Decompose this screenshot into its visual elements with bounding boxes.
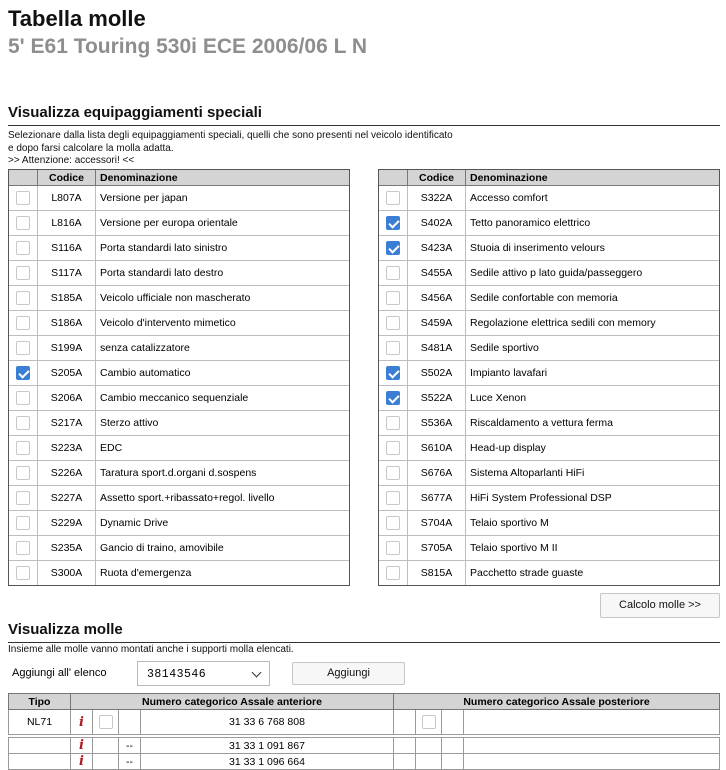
table-row [379, 511, 720, 536]
name-cell: EDC [96, 436, 350, 461]
code-cell: S199A [38, 336, 96, 361]
name-cell: Riscaldamento a vettura ferma [466, 411, 720, 436]
name-cell: Regolazione elettrica sedili con memory [466, 311, 720, 336]
table-row [379, 411, 720, 436]
code-cell: S610A [408, 436, 466, 461]
equipment-checkbox[interactable] [16, 216, 30, 230]
code-cell: L816A [38, 211, 96, 236]
checkbox-cell [9, 386, 38, 411]
code-cell: S677A [408, 486, 466, 511]
table-row [9, 236, 350, 261]
rear-part-number [464, 710, 720, 735]
code-column-header: Codice [408, 170, 466, 186]
name-cell: Sedile sportivo [466, 336, 720, 361]
equipment-checkbox[interactable] [16, 266, 30, 280]
code-cell: S229A [38, 511, 96, 536]
code-cell: S455A [408, 261, 466, 286]
equipment-checkbox[interactable] [386, 466, 400, 480]
front-part-number: 31 33 6 768 808 [141, 710, 394, 735]
checkbox-cell [379, 411, 408, 436]
table-row [9, 461, 350, 486]
type-cell [9, 738, 71, 754]
table-row [379, 286, 720, 311]
checkbox-cell [379, 361, 408, 386]
front-axle-checkbox[interactable] [99, 715, 113, 729]
checkbox-cell [9, 536, 38, 561]
front-part-number: 31 33 1 096 664 [141, 754, 394, 770]
code-cell: S227A [38, 486, 96, 511]
checkbox-cell [9, 436, 38, 461]
equipment-checkbox[interactable] [386, 341, 400, 355]
code-cell: S502A [408, 361, 466, 386]
equipment-checkbox[interactable] [386, 241, 400, 255]
table-row [9, 336, 350, 361]
code-cell: S522A [408, 386, 466, 411]
rear-dash-cell [442, 754, 464, 770]
equipment-checkbox[interactable] [16, 441, 30, 455]
front-axle-column-header: Numero categorico Assale anteriore [71, 694, 394, 710]
info-cell [71, 710, 93, 735]
table-row [9, 738, 720, 754]
checkbox-cell [379, 486, 408, 511]
calculate-springs-button[interactable]: Calcolo molle >> [600, 593, 720, 618]
support-part-select[interactable] [137, 661, 270, 686]
table-row [379, 236, 720, 261]
name-cell: Accesso comfort [466, 186, 720, 211]
equipment-checkbox[interactable] [386, 516, 400, 530]
table-row [9, 536, 350, 561]
code-cell: S704A [408, 511, 466, 536]
name-cell: Sistema Altoparlanti HiFi [466, 461, 720, 486]
name-cell: Pacchetto strade guaste [466, 561, 720, 586]
page-title: Tabella molle [8, 6, 146, 31]
table-row [9, 754, 720, 770]
name-cell: Luce Xenon [466, 386, 720, 411]
checkbox-cell [379, 286, 408, 311]
equipment-instructions [8, 130, 453, 168]
name-cell: Veicolo d'intervento mimetico [96, 311, 350, 336]
equipment-checkbox[interactable] [386, 366, 400, 380]
code-cell: S536A [408, 411, 466, 436]
instruction-line-1: Selezionare dalla lista degli equipaggiamenti speciali, quelli che sono presenti nel veicolo identificato [8, 130, 453, 141]
table-header-row [379, 170, 720, 186]
code-cell: S217A [38, 411, 96, 436]
checkbox-cell [379, 261, 408, 286]
checkbox-cell [9, 561, 38, 586]
code-cell: S117A [38, 261, 96, 286]
table-row [379, 536, 720, 561]
type-column-header: Tipo [9, 694, 71, 710]
checkbox-cell [379, 536, 408, 561]
name-cell: Versione per europa orientale [96, 211, 350, 236]
equipment-checkbox[interactable] [16, 416, 30, 430]
equipment-table-left [8, 169, 350, 586]
equipment-checkbox[interactable] [386, 216, 400, 230]
table-row [379, 261, 720, 286]
code-cell: S185A [38, 286, 96, 311]
checkbox-cell [9, 311, 38, 336]
chevron-down-icon [252, 668, 262, 678]
table-row [9, 186, 350, 211]
checkbox-cell [379, 386, 408, 411]
code-cell: S205A [38, 361, 96, 386]
code-cell: S459A [408, 311, 466, 336]
equipment-checkbox[interactable] [386, 391, 400, 405]
checkbox-column-header [9, 170, 38, 186]
table-row [379, 361, 720, 386]
name-cell: Porta standardi lato destro [96, 261, 350, 286]
info-cell [71, 738, 93, 754]
name-column-header: Denominazione [466, 170, 720, 186]
checkbox-column-header [379, 170, 408, 186]
springs-heading: Visualizza molle [8, 621, 123, 638]
code-cell: S676A [408, 461, 466, 486]
equipment-checkbox[interactable] [16, 291, 30, 305]
checkbox-cell [9, 211, 38, 236]
code-cell: S423A [408, 236, 466, 261]
name-cell: Telaio sportivo M [466, 511, 720, 536]
springs-note: Insieme alle molle vanno montati anche i supporti molla elencati. [8, 644, 294, 655]
table-row [379, 436, 720, 461]
code-column-header: Codice [38, 170, 96, 186]
code-cell: S300A [38, 561, 96, 586]
code-cell: L807A [38, 186, 96, 211]
rear-info-cell [394, 754, 416, 770]
table-row [379, 311, 720, 336]
table-row [9, 561, 350, 586]
table-row [379, 561, 720, 586]
equipment-checkbox[interactable] [16, 516, 30, 530]
equipment-checkbox[interactable] [16, 566, 30, 580]
checkbox-cell [9, 461, 38, 486]
dash-cell: -- [119, 738, 141, 754]
table-row [9, 386, 350, 411]
name-cell: Cambio meccanico sequenziale [96, 386, 350, 411]
rear-info-cell [394, 738, 416, 754]
equipment-checkbox[interactable] [386, 566, 400, 580]
divider [8, 642, 720, 643]
checkbox-cell [9, 286, 38, 311]
code-cell: S235A [38, 536, 96, 561]
accessories-warning: >> Attenzione: accessori! << [8, 155, 135, 166]
name-cell: HiFi System Professional DSP [466, 486, 720, 511]
checkbox-cell [9, 361, 38, 386]
add-button[interactable]: Aggiungi [292, 662, 405, 685]
table-row [9, 311, 350, 336]
checkbox-cell [379, 236, 408, 261]
name-cell: Gancio di traino, amovibile [96, 536, 350, 561]
info-icon[interactable]: i [79, 754, 84, 769]
table-row [379, 461, 720, 486]
name-cell: Cambio automatico [96, 361, 350, 386]
rear-select-cell [416, 710, 442, 735]
equipment-checkbox[interactable] [386, 491, 400, 505]
equipment-checkbox[interactable] [386, 541, 400, 555]
rear-info-cell [394, 710, 416, 735]
info-icon[interactable]: i [79, 738, 84, 753]
table-row [379, 386, 720, 411]
code-cell: S186A [38, 311, 96, 336]
name-cell: senza catalizzatore [96, 336, 350, 361]
equipment-checkbox[interactable] [386, 191, 400, 205]
equipment-checkbox[interactable] [16, 466, 30, 480]
code-cell: S322A [408, 186, 466, 211]
table-row [9, 261, 350, 286]
table-header-row [9, 170, 350, 186]
checkbox-cell [9, 336, 38, 361]
dash-cell: -- [119, 754, 141, 770]
table-row [9, 710, 720, 735]
front-part-number: 31 33 1 091 867 [141, 738, 394, 754]
code-cell: S815A [408, 561, 466, 586]
type-cell: NL71 [9, 710, 71, 735]
table-row [379, 486, 720, 511]
select-value: 38143546 [147, 668, 207, 681]
name-cell: Dynamic Drive [96, 511, 350, 536]
code-cell: S481A [408, 336, 466, 361]
checkbox-cell [379, 436, 408, 461]
equipment-checkbox[interactable] [16, 541, 30, 555]
code-cell: S226A [38, 461, 96, 486]
table-row [9, 211, 350, 236]
checkbox-cell [379, 561, 408, 586]
equipment-checkbox[interactable] [16, 366, 30, 380]
checkbox-cell [379, 336, 408, 361]
checkbox-cell [379, 461, 408, 486]
instruction-line-2: e dopo farsi calcolare la molla adatta. [8, 142, 174, 154]
equipment-checkbox[interactable] [386, 416, 400, 430]
equipment-checkbox[interactable] [386, 266, 400, 280]
rear-part-number [464, 738, 720, 754]
name-cell: Sterzo attivo [96, 411, 350, 436]
code-cell: S223A [38, 436, 96, 461]
table-row [9, 511, 350, 536]
code-cell: S116A [38, 236, 96, 261]
equipment-checkbox[interactable] [16, 241, 30, 255]
rear-axle-column-header: Numero categorico Assale posteriore [394, 694, 720, 710]
name-cell: Tetto panoramico elettrico [466, 211, 720, 236]
equipment-checkbox[interactable] [386, 291, 400, 305]
code-cell: S206A [38, 386, 96, 411]
checkbox-cell [379, 186, 408, 211]
name-cell: Veicolo ufficiale non mascherato [96, 286, 350, 311]
code-cell: S705A [408, 536, 466, 561]
code-cell: S456A [408, 286, 466, 311]
table-row [9, 486, 350, 511]
front-select-cell [93, 710, 119, 735]
checkbox-cell [9, 236, 38, 261]
code-cell: S402A [408, 211, 466, 236]
rear-axle-checkbox[interactable] [422, 715, 436, 729]
vehicle-subtitle: 5' E61 Touring 530i ECE 2006/06 L N [8, 35, 368, 58]
name-cell: Versione per japan [96, 186, 350, 211]
name-cell: Porta standardi lato sinistro [96, 236, 350, 261]
equipment-checkbox[interactable] [16, 316, 30, 330]
equipment-checkbox[interactable] [16, 191, 30, 205]
info-cell [71, 754, 93, 770]
name-cell: Assetto sport.+ribassato+regol. livello [96, 486, 350, 511]
info-icon[interactable]: i [79, 714, 84, 730]
checkbox-cell [379, 511, 408, 536]
equipment-checkbox[interactable] [16, 341, 30, 355]
checkbox-cell [379, 311, 408, 336]
table-row [379, 336, 720, 361]
table-header-row [9, 694, 720, 710]
equipment-table-right [378, 169, 720, 586]
name-cell: Ruota d'emergenza [96, 561, 350, 586]
name-cell: Impianto lavafari [466, 361, 720, 386]
rear-select-cell [416, 754, 442, 770]
rear-dash-cell [442, 738, 464, 754]
rear-select-cell [416, 738, 442, 754]
checkbox-cell [9, 511, 38, 536]
rear-dash-cell [442, 710, 464, 735]
equipment-checkbox[interactable] [386, 441, 400, 455]
checkbox-cell [9, 411, 38, 436]
checkbox-cell [9, 261, 38, 286]
table-row [9, 286, 350, 311]
front-select-cell [93, 738, 119, 754]
name-cell: Stuoia di inserimento velours [466, 236, 720, 261]
checkbox-cell [379, 211, 408, 236]
springs-table [8, 693, 720, 770]
equipment-checkbox[interactable] [16, 391, 30, 405]
checkbox-cell [9, 186, 38, 211]
table-row [9, 361, 350, 386]
table-row [379, 211, 720, 236]
table-row [9, 411, 350, 436]
name-cell: Sedile confortable con memoria [466, 286, 720, 311]
table-row [379, 186, 720, 211]
type-cell [9, 754, 71, 770]
front-select-cell [93, 754, 119, 770]
divider [8, 125, 720, 126]
equipment-checkbox[interactable] [386, 316, 400, 330]
add-to-list-label: Aggiungi all' elenco [12, 667, 107, 679]
name-cell: Telaio sportivo M II [466, 536, 720, 561]
dash-cell [119, 710, 141, 735]
equipment-heading: Visualizza equipaggiamenti speciali [8, 104, 262, 121]
name-cell: Head-up display [466, 436, 720, 461]
name-cell: Taratura sport.d.organi d.sospens [96, 461, 350, 486]
table-row [9, 436, 350, 461]
name-cell: Sedile attivo p lato guida/passeggero [466, 261, 720, 286]
name-column-header: Denominazione [96, 170, 350, 186]
rear-part-number [464, 754, 720, 770]
checkbox-cell [9, 486, 38, 511]
equipment-checkbox[interactable] [16, 491, 30, 505]
